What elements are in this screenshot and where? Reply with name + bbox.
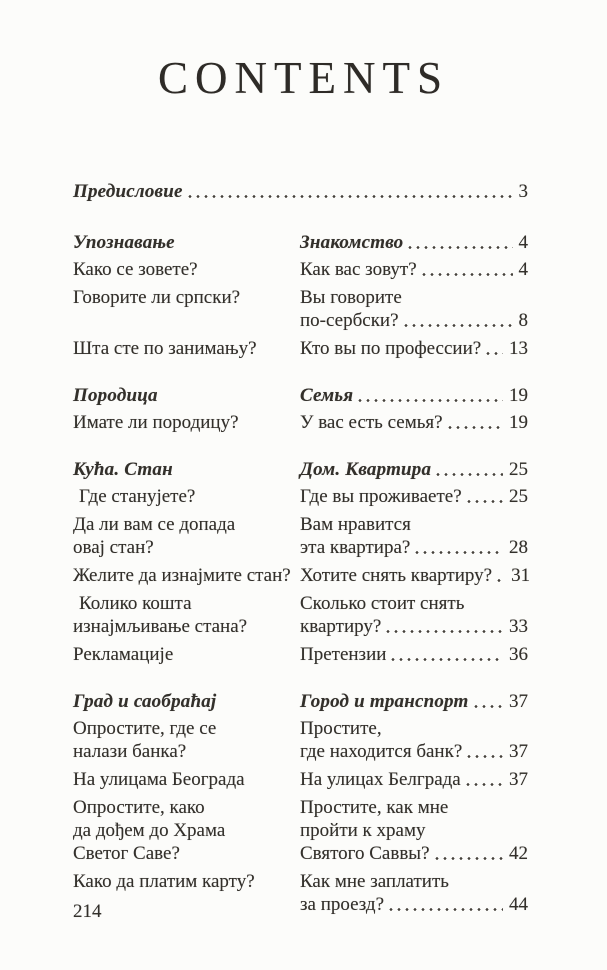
toc-page-number: 8 (518, 310, 528, 331)
toc-page-number: 25 (509, 486, 528, 507)
dot-leader (464, 768, 503, 791)
heading-serbian: Кућа. Стан (73, 459, 173, 480)
toc-text-line: Простите, (300, 718, 382, 739)
toc-dotted-line (300, 564, 531, 587)
toc-entry (73, 717, 528, 763)
toc-text: квартиру? (300, 616, 382, 637)
toc-entry (73, 286, 528, 332)
entry-serbian-cell (73, 513, 300, 559)
toc-text-line: Сколько стоит снять (300, 593, 465, 614)
toc-text-line: Да ли вам се допада (73, 514, 236, 535)
entry-russian-cell (300, 768, 528, 791)
toc-entry (73, 485, 528, 508)
toc-preface-label: Предисловие (73, 181, 183, 202)
toc-page-number: 37 (509, 691, 528, 712)
heading-serbian-cell (73, 231, 300, 254)
heading-serbian-cell (73, 690, 300, 713)
dot-leader (420, 258, 513, 281)
toc-text-line: да дођем до Храма (73, 820, 226, 841)
toc-text-line: пройти к храму (300, 820, 426, 841)
entry-russian-cell (300, 485, 528, 508)
toc-text: У вас есть семья? (300, 412, 443, 433)
heading-russian-cell (300, 384, 528, 407)
toc-text-line: изнајмљивање стана? (73, 616, 248, 637)
toc-text: эта квартира? (300, 537, 411, 558)
heading-serbian: Породица (73, 385, 158, 406)
toc-section-heading (73, 458, 528, 481)
toc-page-number: 4 (518, 232, 528, 253)
dot-leader (387, 893, 503, 916)
toc-text-line: Рекламације (73, 644, 174, 665)
toc-dotted-line (300, 768, 528, 791)
dot-leader (446, 411, 503, 434)
toc-dotted-line (73, 180, 528, 203)
toc-entry (73, 870, 528, 916)
toc-text-line: Где станујете? (79, 486, 196, 507)
entry-serbian-cell (73, 592, 300, 638)
dot-leader (413, 536, 503, 559)
toc-text-line: Как мне заплатить (300, 871, 449, 892)
toc-page-number: 19 (509, 385, 528, 406)
entry-russian-cell (300, 513, 528, 559)
toc-text-line: Како се зовете? (73, 259, 198, 280)
toc-dotted-line (300, 337, 528, 360)
toc-page-number: 37 (509, 769, 528, 790)
entry-russian-cell (300, 564, 531, 587)
toc-entry (73, 592, 528, 638)
entry-russian-cell (300, 258, 528, 281)
dot-leader (472, 690, 504, 713)
toc-section-heading (73, 384, 528, 407)
toc-page-number: 36 (509, 644, 528, 665)
toc-text-line: На улицама Београда (73, 769, 245, 790)
toc-preface-cell (73, 180, 528, 203)
dot-leader (465, 740, 503, 763)
toc-section-heading (73, 231, 528, 254)
heading-serbian-cell (73, 384, 300, 407)
toc-text-line: Опростите, како (73, 797, 205, 818)
toc-text-line: Колико кошта (79, 593, 192, 614)
entry-russian-cell (300, 411, 528, 434)
toc-dotted-line (300, 384, 528, 407)
folio-page-number: 214 (73, 901, 102, 922)
toc-text-line: Вы говорите (300, 287, 402, 308)
toc-text-line: Имате ли породицу? (73, 412, 239, 433)
entry-serbian-cell (73, 717, 300, 763)
toc-dotted-line (300, 893, 528, 916)
toc-text-line: Говорите ли српски? (73, 287, 241, 308)
entry-serbian-cell (73, 643, 300, 666)
toc-dotted-line (300, 690, 528, 713)
entry-serbian-cell (73, 564, 300, 587)
toc-page-number: 31 (511, 565, 531, 586)
entry-serbian-cell (73, 485, 300, 508)
heading-russian: Семья (300, 385, 354, 406)
toc-text: Святого Саввы? (300, 843, 430, 864)
toc-entry (73, 564, 531, 587)
dot-leader (389, 643, 503, 666)
toc-page-number: 25 (509, 459, 528, 480)
toc-page-number: 4 (518, 259, 528, 280)
toc-page-number: 37 (509, 741, 528, 762)
toc-page-number: 33 (509, 616, 528, 637)
dot-leader (484, 337, 503, 360)
entry-russian-cell (300, 796, 528, 865)
toc-page-number: 28 (509, 537, 528, 558)
heading-russian: Знакомство (300, 232, 404, 253)
toc-text: по-сербски? (300, 310, 399, 331)
toc-dotted-line (300, 643, 528, 666)
toc-section-heading (73, 690, 528, 713)
toc-text-line: налази банка? (73, 741, 187, 762)
toc-text: Где вы проживаете? (300, 486, 462, 507)
toc-preface-row (73, 180, 528, 203)
toc-text-line: Простите, как мне (300, 797, 449, 818)
toc-dotted-line (300, 615, 528, 638)
entry-russian-cell (300, 870, 528, 916)
toc-dotted-line (300, 231, 528, 254)
toc-text-line: Желите да изнајмите стан? (73, 565, 291, 586)
heading-serbian: Упознавање (73, 232, 175, 253)
heading-russian: Дом. Квартира (300, 459, 432, 480)
toc-page-number: 44 (509, 894, 528, 915)
toc-dotted-line (300, 411, 528, 434)
entry-serbian-cell (73, 411, 300, 434)
dot-leader (402, 309, 513, 332)
table-of-contents (73, 180, 531, 921)
toc-dotted-line (300, 536, 528, 559)
entry-serbian-cell (73, 870, 300, 916)
entry-russian-cell (300, 286, 528, 332)
toc-entry (73, 768, 528, 791)
toc-text-line: Светог Саве? (73, 843, 180, 864)
toc-page-number: 3 (518, 181, 528, 202)
toc-text-line: Вам нравится (300, 514, 411, 535)
toc-text-line: овај стан? (73, 537, 154, 558)
toc-text: Кто вы по профессии? (300, 338, 482, 359)
toc-dotted-line (300, 258, 528, 281)
page-title: CONTENTS (158, 53, 449, 103)
toc-entry (73, 411, 528, 434)
entry-serbian-cell (73, 286, 300, 332)
heading-russian-cell (300, 690, 528, 713)
heading-russian-cell (300, 458, 528, 481)
entry-serbian-cell (73, 258, 300, 281)
toc-entry (73, 796, 528, 865)
toc-entry (73, 643, 528, 666)
toc-dotted-line (300, 740, 528, 763)
entry-serbian-cell (73, 796, 300, 865)
heading-russian: Город и транспорт (300, 691, 469, 712)
heading-serbian: Град и саобраћај (73, 691, 217, 712)
dot-leader (433, 842, 503, 865)
toc-page-number: 42 (509, 843, 528, 864)
toc-text: Как вас зовут? (300, 259, 417, 280)
toc-entry (73, 513, 528, 559)
dot-leader (434, 458, 503, 481)
toc-entry (73, 337, 528, 360)
toc-text: Претензии (300, 644, 387, 665)
toc-text: На улицах Белграда (300, 769, 461, 790)
dot-leader (384, 615, 503, 638)
toc-page-number: 19 (509, 412, 528, 433)
toc-text-line: Како да платим карту? (73, 871, 255, 892)
toc-dotted-line (300, 458, 528, 481)
dot-leader (406, 231, 512, 254)
entry-russian-cell (300, 717, 528, 763)
toc-text: Хотите снять квартиру? (300, 565, 493, 586)
entry-serbian-cell (73, 337, 300, 360)
toc-text: где находится банк? (300, 741, 463, 762)
toc-text: за проезд? (300, 894, 385, 915)
toc-dotted-line (300, 309, 528, 332)
toc-entry (73, 258, 528, 281)
dot-leader (356, 384, 503, 407)
dot-leader (186, 180, 513, 203)
toc-dotted-line (300, 842, 528, 865)
entry-russian-cell (300, 592, 528, 638)
dot-leader (465, 485, 503, 508)
toc-page-number: 13 (509, 338, 528, 359)
entry-russian-cell (300, 337, 528, 360)
heading-serbian-cell (73, 458, 300, 481)
entry-russian-cell (300, 643, 528, 666)
dot-leader (495, 564, 505, 587)
heading-russian-cell (300, 231, 528, 254)
toc-text-line: Опростите, где се (73, 718, 217, 739)
toc-text-line: Шта сте по занимању? (73, 338, 257, 359)
entry-serbian-cell (73, 768, 300, 791)
toc-dotted-line (300, 485, 528, 508)
